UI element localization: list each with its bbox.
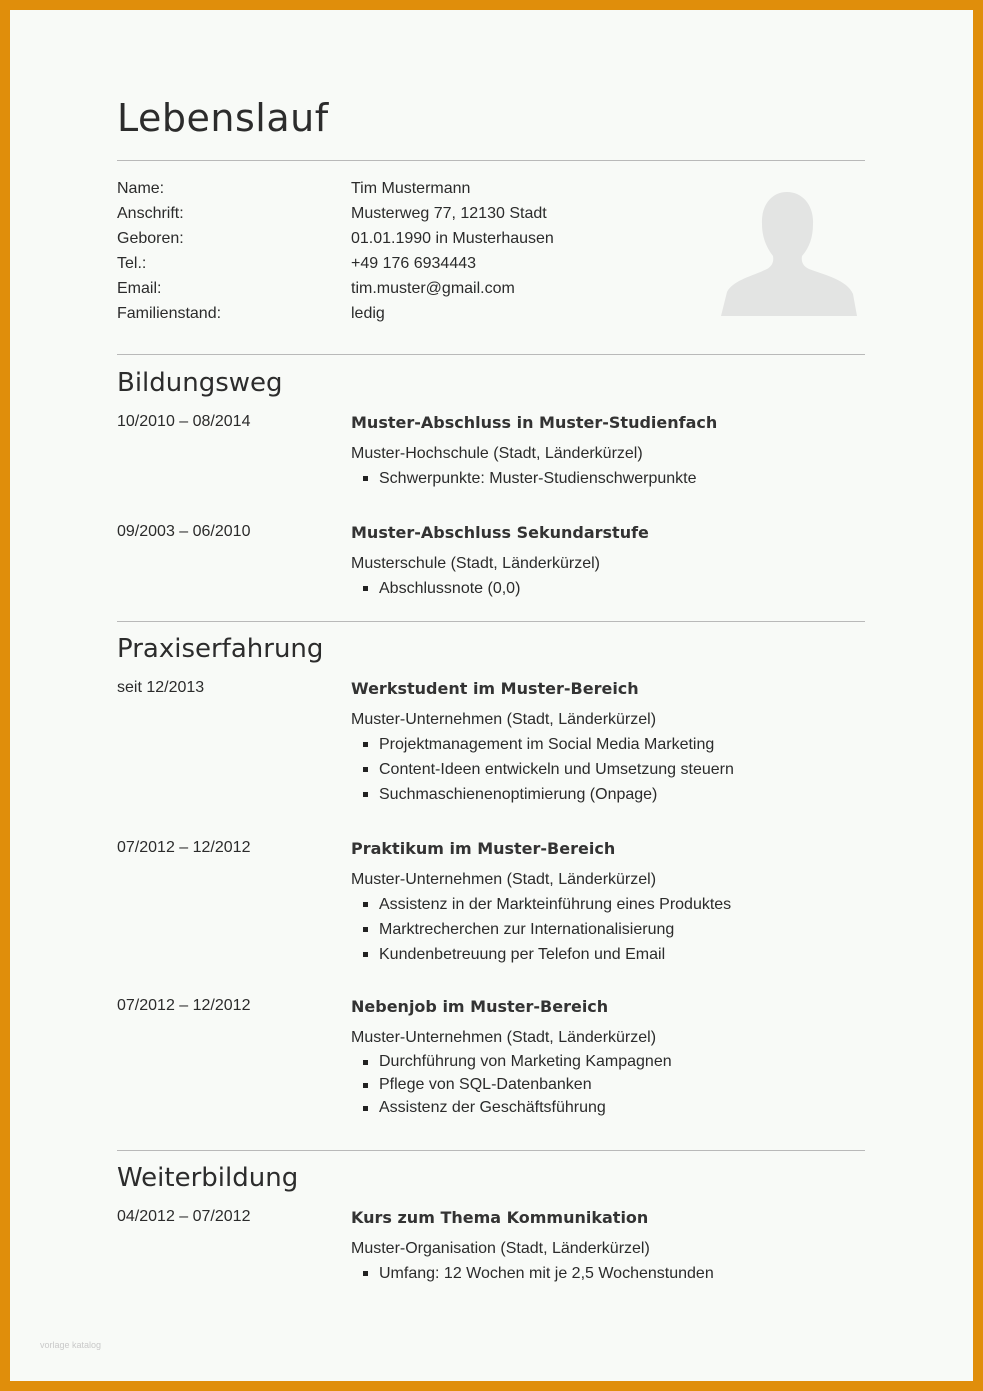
entry-body xyxy=(351,1208,865,1286)
divider xyxy=(117,354,865,355)
page-title: Lebenslauf xyxy=(117,96,329,140)
bullet-square-icon xyxy=(363,586,368,591)
list-item xyxy=(351,917,865,942)
entry-organization: Muster-Organisation (Stadt, Länderkürzel) xyxy=(351,1240,650,1257)
info-value: 01.01.1990 in Musterhausen xyxy=(351,230,554,247)
entry-bullets xyxy=(351,576,865,601)
entry-organization: Muster-Unternehmen (Stadt, Länderkürzel) xyxy=(351,871,657,888)
bullet-text: Content-Ideen entwickeln und Umsetzung steuern xyxy=(379,761,734,778)
section-title-training: Weiterbildung xyxy=(117,1163,299,1193)
info-label: Tel.: xyxy=(117,255,147,272)
entry-role: Muster-Abschluss Sekundarstufe xyxy=(351,523,649,542)
entry-date: 07/2012 – 12/2012 xyxy=(117,839,251,856)
entry-date: 10/2010 – 08/2014 xyxy=(117,413,251,430)
resume-page xyxy=(10,10,973,1381)
entry-bullets xyxy=(351,732,865,807)
bullet-square-icon xyxy=(363,927,368,932)
entry-body xyxy=(351,997,865,1119)
entry-organization: Muster-Unternehmen (Stadt, Länderkürzel) xyxy=(351,1029,657,1046)
info-row-email xyxy=(117,276,554,301)
section-title-experience: Praxiserfahrung xyxy=(117,634,324,664)
entry-bullets xyxy=(351,1050,865,1119)
bullet-text: Abschlussnote (0,0) xyxy=(379,580,521,597)
list-item xyxy=(351,1050,865,1073)
bullet-square-icon xyxy=(363,1271,368,1276)
bullet-square-icon xyxy=(363,902,368,907)
bullet-text: Assistenz der Geschäftsführung xyxy=(379,1099,606,1116)
info-label: Geboren: xyxy=(117,230,184,247)
list-item xyxy=(351,782,865,807)
bullet-text: Durchführung von Marketing Kampagnen xyxy=(379,1053,672,1070)
list-item xyxy=(351,942,865,967)
entry-role: Praktikum im Muster-Bereich xyxy=(351,839,616,858)
bullet-text: Projektmanagement im Social Media Marketing xyxy=(379,736,715,753)
person-silhouette-icon xyxy=(717,176,857,316)
divider xyxy=(117,1150,865,1151)
bullet-text: Umfang: 12 Wochen mit je 2,5 Wochenstunden xyxy=(379,1265,714,1282)
entry-date: 07/2012 – 12/2012 xyxy=(117,997,251,1014)
bullet-square-icon xyxy=(363,952,368,957)
personal-info xyxy=(117,176,554,326)
bullet-square-icon xyxy=(363,767,368,772)
list-item xyxy=(351,1261,865,1286)
entry-body xyxy=(351,839,865,967)
list-item xyxy=(351,757,865,782)
entry-bullets xyxy=(351,892,865,967)
info-row-address xyxy=(117,201,554,226)
entry-body xyxy=(351,413,865,491)
entry-role: Kurs zum Thema Kommunikation xyxy=(351,1208,649,1227)
entry-role: Nebenjob im Muster-Bereich xyxy=(351,997,609,1016)
entry-body xyxy=(351,679,865,807)
entry-date: 04/2012 – 07/2012 xyxy=(117,1208,251,1225)
bullet-square-icon xyxy=(363,742,368,747)
profile-photo xyxy=(717,176,857,316)
entry-date: seit 12/2013 xyxy=(117,679,205,696)
info-row-name xyxy=(117,176,554,201)
info-row-birth xyxy=(117,226,554,251)
section-title-education: Bildungsweg xyxy=(117,368,283,398)
entry-organization: Musterschule (Stadt, Länderkürzel) xyxy=(351,555,600,572)
info-value: ledig xyxy=(351,305,385,322)
info-label: Anschrift: xyxy=(117,205,184,222)
bullet-text: Schwerpunkte: Muster-Studienschwerpunkte xyxy=(379,470,697,487)
entry-bullets xyxy=(351,1261,865,1286)
bullet-text: Suchmaschienenoptimierung (Onpage) xyxy=(379,786,658,803)
divider xyxy=(117,160,865,161)
bullet-text: Pflege von SQL-Datenbanken xyxy=(379,1076,592,1093)
info-label: Familienstand: xyxy=(117,305,222,322)
bullet-text: Marktrecherchen zur Internationalisierung xyxy=(379,921,675,938)
entry-role: Muster-Abschluss in Muster-Studienfach xyxy=(351,413,718,432)
entry-organization: Muster-Unternehmen (Stadt, Länderkürzel) xyxy=(351,711,657,728)
bullet-square-icon xyxy=(363,1060,368,1065)
list-item xyxy=(351,1073,865,1096)
info-value: Musterweg 77, 12130 Stadt xyxy=(351,205,547,222)
info-value: Tim Mustermann xyxy=(351,180,471,197)
list-item xyxy=(351,892,865,917)
entry-body xyxy=(351,523,865,601)
info-row-phone xyxy=(117,251,554,276)
info-row-status xyxy=(117,301,554,326)
list-item xyxy=(351,466,865,491)
bullet-text: Assistenz in der Markteinführung eines Produktes xyxy=(379,896,732,913)
entry-organization: Muster-Hochschule (Stadt, Länderkürzel) xyxy=(351,445,643,462)
entry-date: 09/2003 – 06/2010 xyxy=(117,523,251,540)
divider xyxy=(117,621,865,622)
bullet-text: Kundenbetreuung per Telefon und Email xyxy=(379,946,666,963)
watermark: vorlage katalog xyxy=(40,1340,102,1350)
entry-bullets xyxy=(351,466,865,491)
list-item xyxy=(351,1096,865,1119)
bullet-square-icon xyxy=(363,476,368,481)
bullet-square-icon xyxy=(363,792,368,797)
bullet-square-icon xyxy=(363,1106,368,1111)
list-item xyxy=(351,732,865,757)
info-label: Email: xyxy=(117,280,162,297)
info-value: +49 176 6934443 xyxy=(351,255,477,272)
bullet-square-icon xyxy=(363,1083,368,1088)
info-value: tim.muster@gmail.com xyxy=(351,280,515,297)
info-label: Name: xyxy=(117,180,165,197)
list-item xyxy=(351,576,865,601)
entry-role: Werkstudent im Muster-Bereich xyxy=(351,679,639,698)
